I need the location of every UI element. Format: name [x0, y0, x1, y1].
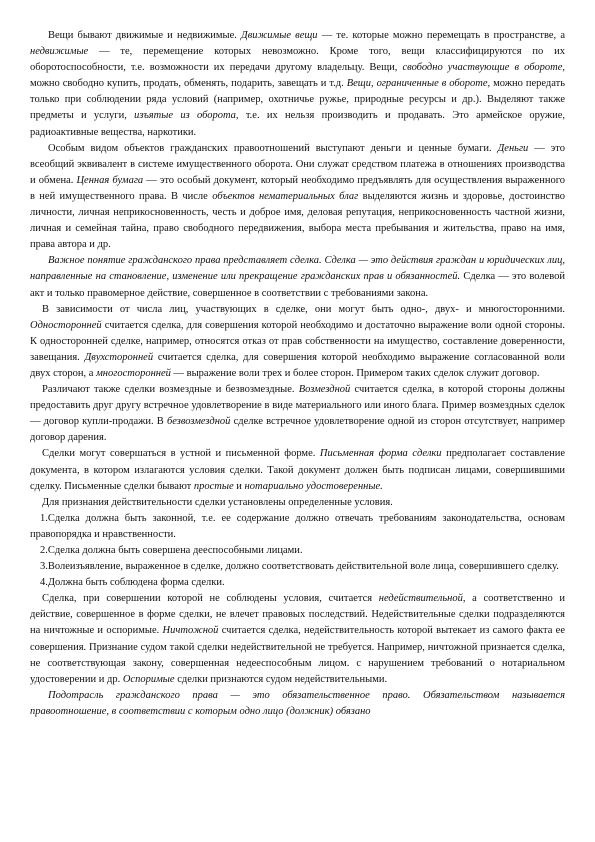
- text-run: Сделки могут совершаться в устной и письменной форме.: [42, 448, 320, 460]
- italic-text-run: нотариально удостоверенные.: [244, 480, 383, 492]
- text-run: Вещи бывают движимые и недвижимые.: [48, 30, 242, 41]
- italic-text-run: Ценная бумага: [76, 174, 144, 186]
- paragraph-deal-form: [30, 446, 565, 494]
- italic-text-run: Подотрасль гражданского права — это обязательственное право. Обязательством называется правоотношение, в соответствии с которым одно лицо (должник) обязано: [30, 689, 565, 717]
- italic-text-run: Важное понятие гражданского права представляет сделка. Сделка — это действия граждан и юридических лиц, направленные на становление, изменение или прекращение гражданских прав и обязанностей.: [30, 255, 565, 283]
- text-run: считается сделка, недействительность которой вытекает из самого факта ее совершения. Признание судом такой сделки недействительной не требуется. Например, ничтожной признается сделка, не соответствующая закону, совершенная недееспособным лицом. с нарушением требований о нотариальном удостоверении и др.: [30, 625, 565, 685]
- text-run: — это всеобщий эквивалент в системе имущественного оборота. Они служат средством платежа в отношениях производства и обмена.: [30, 142, 565, 186]
- italic-text-run: недействительной,: [378, 593, 466, 605]
- italic-text-run: Вещи, ограниченные в обороте,: [346, 78, 491, 90]
- text-run: — те, перемещение которых невозможно. Кроме того, вещи классифицируются по их оборотоспособности, т.е. возможности их передачи другому владельцу. Вещи,: [30, 46, 565, 74]
- text-run: выделяются жизнь и здоровье, достоинство личности, личная неприкосновенность, честь и доброе имя, деловая репутация, неприкосновенность частной жизни, личная и семейная тайна, право свободного передвижения, выбора места пребывания и жительства, право на имя, права автора и др.: [30, 190, 565, 251]
- text-run: сделке встречное удовлетворение одной из сторон отсутствует, например договор дарения.: [30, 416, 565, 444]
- italic-text-run: Деньги: [497, 142, 529, 154]
- italic-text-run: Движимые вещи: [241, 30, 318, 41]
- italic-text-run: безвозмездной: [166, 416, 231, 428]
- italic-text-run: Односторонней: [30, 319, 102, 331]
- paragraph-deal-definition: [30, 253, 565, 301]
- paragraph-deal-paid: [30, 382, 565, 446]
- italic-text-run: простые: [193, 480, 234, 492]
- italic-text-run: Возмездной: [298, 384, 351, 396]
- italic-text-run: изъятые из оборота,: [134, 110, 239, 122]
- italic-text-run: Оспоримые: [122, 673, 175, 685]
- text-run: 1.Сделка должна быть законной, т.е. ее содержание должно отвечать требованиям законодательства, основам правопорядка и нравственности.: [30, 512, 565, 540]
- text-run: и: [233, 480, 245, 492]
- text-run: Для признания действительности сделки установлены определенные условия.: [42, 496, 393, 508]
- paragraph-things: [30, 28, 565, 141]
- text-run: 4.Должна быть соблюдена форма сделки.: [40, 577, 225, 589]
- text-run: Сделка, при совершении которой не соблюдены условия, считается: [42, 593, 379, 605]
- text-run: 2.Сделка должна быть совершена дееспособными лицами.: [40, 545, 303, 556]
- italic-text-run: недвижимые: [30, 46, 89, 58]
- text-run: считается сделка, для совершения которой необходимо выражение согласованной воли двух сторон, а: [30, 351, 565, 379]
- condition-item-1: [30, 511, 565, 543]
- italic-text-run: Ничтожной: [162, 625, 219, 637]
- italic-text-run: Письменная форма сделки: [319, 448, 442, 460]
- italic-text-run: Двухсторонней: [84, 351, 154, 363]
- text-run: Особым видом объектов гражданских правоотношений выступают деньги и ценные бумаги.: [48, 142, 498, 154]
- text-run: 3.Волеизъявление, выраженное в сделке, должно соответствовать действительной воле лица, совершившего сделку.: [40, 561, 559, 573]
- text-run: считается сделка, для совершения которой необходимо и достаточно выражение воли одной стороны. К односторонней сделке, например, относятся отказ от прав собственности на имущество, составление доверенности, завещания.: [30, 319, 565, 363]
- condition-item-3: [30, 559, 565, 575]
- paragraph-conditions-intro: [30, 495, 565, 511]
- text-run: — те. которые можно перемещать в пространстве, а: [317, 30, 565, 41]
- italic-text-run: свободно участвующие в обороте,: [402, 62, 565, 74]
- text-run: сделки признаются судом недействительными.: [174, 673, 388, 685]
- italic-text-run: многосторонней: [96, 367, 171, 379]
- condition-item-4: [30, 575, 565, 591]
- paragraph-obligation: [30, 688, 565, 720]
- condition-item-2: [30, 543, 565, 559]
- text-run: Сделка — это волевой акт и только правомерное действие, совершенное в соответствии с требованиями закона.: [30, 271, 565, 299]
- paragraph-invalid-deals: [30, 591, 565, 688]
- text-run: Различают также сделки возмездные и безвозмездные.: [42, 384, 299, 396]
- text-run: т.е. их нельзя производить и продавать. Это армейское оружие, радиоактивные вещества, наркотики.: [30, 110, 565, 138]
- text-run: — выражение воли трех и более сторон. Примером таких сделок служит договор.: [170, 367, 540, 379]
- paragraph-deal-sides: [30, 302, 565, 382]
- text-run: предполагает составление документа, в котором излагаются условия сделки. Такой документ должен быть подписан лицами, совершившими сделку. Письменные сделки бывают: [30, 448, 565, 492]
- italic-text-run: объектов нематериальных благ: [212, 190, 359, 202]
- text-run: — это особый документ, который необходимо предъявлять для осуществления выраженного в ней имущественного права. В числе: [30, 174, 565, 202]
- text-run: можно свободно купить, продать, обменять, подарить, завещать и т.д.: [30, 78, 347, 90]
- paragraph-money: [30, 141, 565, 254]
- text-run: а соответственно и действие, совершенное в форме сделки, не влечет правовых последствий. Недействительные сделки подразделяются на ничтожные и оспоримые.: [30, 593, 565, 637]
- text-run: считается сделка, в которой стороны должны предоставить друг другу встречное удовлетворение в виде материального или иного блага. Пример возмездных сделок — договор купли-продажи. В: [30, 384, 565, 428]
- text-run: можно передать только при соблюдении ряда условий (например, охотничье ружье, природные ресурсы и др.). Выделяют также предметы и услуги,: [30, 78, 565, 122]
- text-run: В зависимости от числа лиц, участвующих в сделке, они могут быть одно-, двух- и мнюгосторонними.: [42, 303, 565, 315]
